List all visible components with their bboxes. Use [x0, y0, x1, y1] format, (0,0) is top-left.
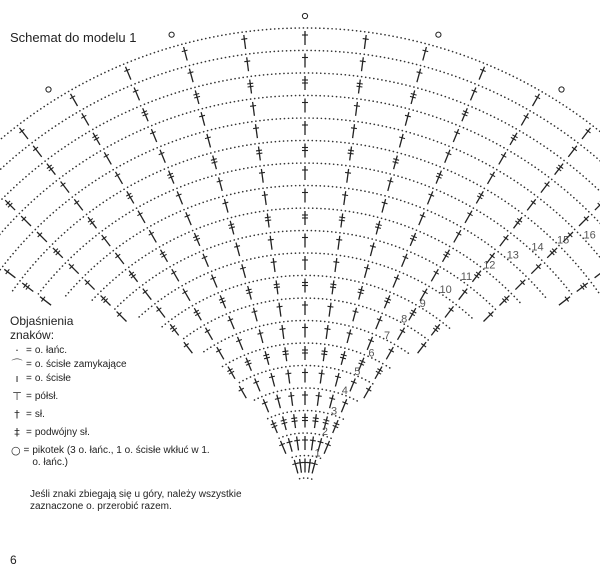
stitch-mark — [271, 373, 275, 387]
stitch-mark — [595, 269, 600, 278]
stitch-mark — [360, 61, 366, 62]
stitch-mark — [252, 311, 258, 313]
stitch-mark — [263, 399, 268, 412]
stitch-mark — [277, 395, 281, 409]
stitch-mark — [280, 329, 286, 330]
stitch-mark — [205, 137, 211, 139]
stitch-mark — [330, 284, 336, 285]
stitch-mark — [340, 357, 346, 359]
stitch-mark — [219, 177, 223, 191]
stitch-mark — [488, 172, 495, 184]
stitch-mark — [274, 284, 280, 285]
stitch-mark — [341, 399, 346, 412]
stitch-mark — [253, 102, 255, 116]
row-number: 6 — [368, 347, 375, 360]
picot-mark — [559, 87, 564, 92]
row-number: 3 — [331, 405, 338, 418]
stitch-mark — [224, 199, 228, 213]
stitch-mark — [258, 333, 264, 335]
chain-dot-icon: · — [15, 344, 19, 357]
stitch-mark — [116, 172, 123, 184]
stitch-mark — [423, 47, 427, 61]
row-number: 9 — [419, 298, 426, 310]
stitch-mark — [255, 379, 260, 392]
stitch-mark — [350, 379, 355, 392]
stitch-mark — [376, 224, 382, 226]
legend-title-line1: Objaśnienia — [10, 314, 74, 328]
stitch-mark — [347, 330, 351, 344]
stitch-mark — [223, 202, 229, 204]
stitch-mark — [364, 267, 370, 269]
stitch-mark — [291, 392, 293, 406]
slip-stitch-icon: ı — [15, 372, 19, 385]
stitch-mark — [445, 150, 450, 163]
stitch-mark — [579, 216, 589, 226]
stitch-mark — [312, 437, 314, 451]
chain-arc — [298, 478, 312, 479]
stitch-mark — [184, 47, 188, 61]
legend-equals: = — [26, 427, 32, 438]
legend-equals: = — [26, 391, 32, 402]
stitch-mark — [333, 262, 339, 263]
stitch-mark — [211, 159, 217, 161]
stitch-mark — [330, 287, 336, 288]
closing-slip-stitch-icon: ⌒ — [11, 358, 23, 371]
stitch-mark — [358, 289, 364, 291]
stitch-mark — [189, 69, 193, 83]
stitch-mark — [393, 275, 398, 288]
stitch-mark — [281, 420, 287, 422]
chart-title: Schemat do modelu 1 — [10, 30, 137, 45]
stitch-mark — [292, 421, 298, 422]
stitch-mark — [274, 287, 280, 288]
row-number: 13 — [506, 249, 519, 262]
legend-equals: = — [26, 373, 32, 384]
stitch-mark — [431, 269, 438, 281]
stitch-mark — [484, 312, 494, 322]
stitch-mark — [320, 370, 322, 384]
chain-arc — [0, 28, 600, 316]
stitch-mark — [287, 441, 293, 443]
legend-label: pikotek (3 o. łańc., 1 o. ścisłe wkłuć w 1. o. łańc.) — [32, 445, 210, 468]
legend-label: o. ścisłe zamykające — [34, 359, 127, 370]
stitch-mark — [269, 376, 275, 378]
row-number: 1 — [314, 447, 321, 460]
stitch-mark — [247, 83, 253, 84]
stitch-mark — [339, 220, 345, 221]
page-number: 6 — [10, 553, 17, 567]
stitch-mark — [322, 351, 328, 352]
stitch-mark — [247, 57, 249, 71]
stitch-mark — [411, 94, 417, 96]
row-number: 2 — [321, 426, 329, 439]
row-number: 8 — [401, 313, 408, 326]
stitch-mark — [194, 96, 200, 98]
stitch-mark — [386, 347, 393, 359]
legend — [10, 314, 210, 475]
stitch-mark — [318, 441, 324, 443]
stitch-mark — [207, 134, 211, 148]
stitch-mark — [291, 418, 297, 419]
stitch-mark — [316, 396, 322, 397]
double-crochet-icon: † — [14, 408, 20, 421]
stitch-mark — [234, 246, 240, 248]
legend-label: podwójny sł. — [34, 427, 90, 438]
stitch-mark — [182, 50, 188, 52]
legend-label: sł. — [34, 409, 45, 420]
stitch-mark — [262, 195, 268, 196]
stitch-mark — [126, 67, 131, 80]
stitch-mark — [419, 212, 424, 225]
legend-item-slip — [10, 373, 210, 385]
stitch-mark — [201, 112, 205, 126]
stitch-mark — [282, 351, 288, 352]
treble-crochet-icon: ‡ — [14, 426, 20, 439]
picot-mark — [436, 32, 441, 37]
stitch-mark — [353, 311, 359, 313]
stitch-mark — [288, 370, 290, 384]
stitch-mark — [236, 243, 240, 257]
stitch-mark — [382, 202, 388, 204]
stitch-mark — [229, 227, 235, 229]
legend-item-chain — [10, 345, 210, 357]
legend-equals: = — [26, 359, 32, 370]
stitch-mark — [347, 333, 353, 335]
stitch-mark — [348, 150, 354, 151]
row-number: 11 — [460, 271, 473, 284]
stitch-mark — [268, 239, 274, 240]
stitch-mark — [177, 191, 182, 204]
stitch-mark — [256, 153, 262, 154]
stitch-mark — [229, 316, 234, 329]
stitch-mark — [199, 115, 205, 117]
stitch-mark — [134, 88, 139, 101]
stitch-mark — [183, 289, 190, 301]
stitch-mark — [244, 61, 250, 62]
stitch-mark — [405, 112, 409, 126]
stitch-mark — [370, 243, 374, 257]
stitch-mark — [212, 162, 218, 164]
stitch-mark — [172, 269, 179, 281]
stitch-mark — [325, 329, 331, 330]
stitch-mark — [294, 440, 300, 441]
stitch-mark — [239, 386, 246, 398]
stitch-mark — [417, 69, 421, 83]
stitch-mark — [326, 325, 328, 339]
stitch-mark — [248, 86, 254, 87]
stitch-mark — [354, 106, 360, 107]
stitch-mark — [388, 181, 394, 183]
stitch-mark — [297, 437, 299, 451]
row-number: 5 — [354, 365, 361, 378]
legend-label: o. łańc. — [34, 345, 68, 356]
stitch-mark — [247, 292, 253, 294]
stitch-mark — [283, 354, 289, 355]
stitch-mark — [275, 398, 281, 400]
stitch-mark — [294, 460, 298, 474]
stitch-mark — [329, 398, 335, 400]
stitch-mark — [300, 459, 302, 473]
stitch-mark — [321, 354, 327, 355]
stitch-mark — [217, 181, 223, 183]
row-number: 7 — [384, 329, 391, 342]
stitch-mark — [244, 35, 246, 49]
legend-item-treble — [10, 427, 210, 439]
stitch-mark — [256, 124, 258, 138]
stitch-mark — [465, 211, 472, 223]
stitch-mark — [264, 357, 270, 359]
stitch-mark — [188, 72, 194, 74]
stitch-mark — [423, 50, 429, 52]
stitch-mark — [312, 460, 316, 474]
chain-arc — [0, 95, 600, 295]
stitch-mark — [228, 224, 234, 226]
stitch-mark — [351, 128, 357, 129]
stitch-mark — [82, 113, 89, 125]
legend-item-double — [10, 409, 210, 421]
stitch-mark — [246, 289, 252, 291]
stitch-mark — [265, 220, 271, 221]
stitch-mark — [405, 115, 411, 117]
row-number: 12 — [483, 259, 496, 272]
stitch-mark — [160, 150, 165, 163]
stitch-mark — [256, 150, 262, 151]
stitch-mark — [259, 330, 263, 344]
legend-label: półsł. — [34, 391, 59, 402]
legend-equals: = — [26, 409, 32, 420]
stitch-mark — [398, 328, 405, 340]
legend-label: o. ścisłe — [34, 373, 71, 384]
half-double-crochet-icon: ⊤ — [12, 390, 22, 403]
stitch-mark — [288, 396, 294, 397]
stitch-mark — [335, 258, 337, 272]
stitch-mark — [393, 162, 399, 164]
stitch-mark — [364, 386, 371, 398]
stitch-mark — [21, 216, 31, 226]
stitch-mark — [362, 57, 364, 71]
chain-arc — [38, 163, 571, 294]
legend-item-picot — [10, 445, 210, 469]
stitch-mark — [310, 440, 316, 441]
stitch-mark — [399, 137, 405, 139]
row-number: 16 — [583, 229, 596, 242]
stitch-mark — [364, 35, 366, 49]
stitch-mark — [323, 422, 329, 424]
stitch-mark — [428, 191, 433, 204]
stitch-mark — [193, 94, 199, 96]
stitch-mark — [312, 421, 318, 422]
stitch-mark — [279, 303, 281, 317]
stitch-mark — [388, 177, 392, 191]
stitch-mark — [324, 441, 329, 454]
stitch-mark — [345, 172, 351, 173]
stitch-mark — [410, 96, 416, 98]
stitch-mark — [342, 195, 348, 196]
stitch-mark — [533, 94, 540, 106]
row-number: 14 — [531, 241, 544, 254]
stitch-mark — [357, 86, 363, 87]
stitch-mark — [353, 124, 355, 138]
stitch-mark — [309, 459, 311, 473]
stitch-mark — [382, 199, 386, 213]
stitch-mark — [339, 217, 345, 218]
row-number: 10 — [439, 283, 452, 296]
stitch-mark — [212, 275, 217, 288]
row-number: 15 — [557, 234, 570, 247]
stitch-mark — [328, 306, 334, 307]
chain-arc — [0, 73, 600, 300]
stitch-mark — [277, 306, 283, 307]
stitch-mark — [270, 236, 272, 250]
stitch-mark — [417, 72, 423, 74]
stitch-mark — [402, 254, 407, 267]
stitch-mark — [71, 94, 78, 106]
stitch-mark — [240, 267, 246, 269]
stitch-mark — [375, 227, 381, 229]
stitch-mark — [453, 129, 458, 142]
stitch-mark — [319, 373, 325, 374]
stitch-mark — [341, 354, 347, 356]
stitch-mark — [370, 246, 376, 248]
stitch-mark — [203, 254, 208, 267]
stitch-mark — [265, 217, 271, 218]
stitch-mark — [348, 153, 354, 154]
stitch-mark — [264, 191, 266, 205]
stitch-mark — [454, 230, 461, 242]
stitch-mark — [250, 106, 256, 107]
legend-equals: = — [26, 345, 32, 356]
stitch-mark — [338, 236, 340, 250]
stitch-mark — [241, 39, 247, 40]
stitch-mark — [471, 88, 476, 101]
stitch-mark — [186, 212, 191, 225]
stitch-mark — [400, 134, 404, 148]
stitch-mark — [273, 258, 275, 272]
stitch-mark — [285, 373, 291, 374]
stitch-mark — [149, 230, 156, 242]
stitch-mark — [357, 83, 363, 84]
stitch-mark — [217, 347, 224, 359]
stitch-mark — [263, 354, 269, 356]
stitch-mark — [335, 373, 339, 387]
stitch-mark — [336, 239, 342, 240]
stitch-mark — [353, 308, 357, 322]
stitch-mark — [324, 420, 330, 422]
stitch-mark — [521, 113, 528, 125]
row-number: 4 — [341, 385, 348, 398]
stitch-mark — [238, 337, 243, 350]
stitch-mark — [261, 169, 263, 183]
stitch-mark — [151, 129, 156, 142]
stitch-mark — [363, 39, 369, 40]
stitch-mark — [358, 292, 364, 294]
stitch-mark — [254, 308, 258, 322]
stitch-mark — [288, 438, 292, 452]
legend-equals: = — [23, 445, 30, 456]
note-text: Jeśli znaki zbiegają się u góry, należy wszystkie zaznaczone o. przerobić razem. — [30, 489, 242, 512]
stitch-mark — [282, 422, 288, 424]
stitch-mark — [104, 152, 111, 164]
stitch-mark — [393, 159, 399, 161]
legend-title — [10, 314, 210, 342]
stitch-mark — [499, 152, 506, 164]
stitch-mark — [317, 392, 319, 406]
stitch-mark — [313, 418, 319, 419]
stitch-mark — [281, 441, 286, 454]
stitch-mark — [376, 316, 381, 329]
stitch-mark — [259, 172, 265, 173]
stitch-mark — [292, 463, 298, 465]
stitch-mark — [329, 303, 331, 317]
legend-item-closing-slip — [10, 359, 210, 371]
legend-title-line2: znaków: — [10, 328, 55, 342]
picot-icon: ○ — [10, 444, 21, 457]
picot-mark — [302, 13, 307, 18]
stitch-mark — [365, 264, 369, 278]
stitch-mark — [253, 128, 259, 129]
stitch-mark — [347, 169, 349, 183]
stitch-mark — [335, 376, 341, 378]
stitch-mark — [242, 264, 246, 278]
stitch-mark — [271, 262, 277, 263]
stitch-mark — [282, 325, 284, 339]
stitch-mark — [138, 211, 145, 223]
legend-item-half-double — [10, 391, 210, 403]
picot-mark — [46, 87, 51, 92]
chain-arc — [0, 50, 600, 306]
stitch-mark — [356, 102, 358, 116]
stitch-mark — [479, 67, 484, 80]
stitch-mark — [344, 191, 346, 205]
picot-mark — [169, 32, 174, 37]
